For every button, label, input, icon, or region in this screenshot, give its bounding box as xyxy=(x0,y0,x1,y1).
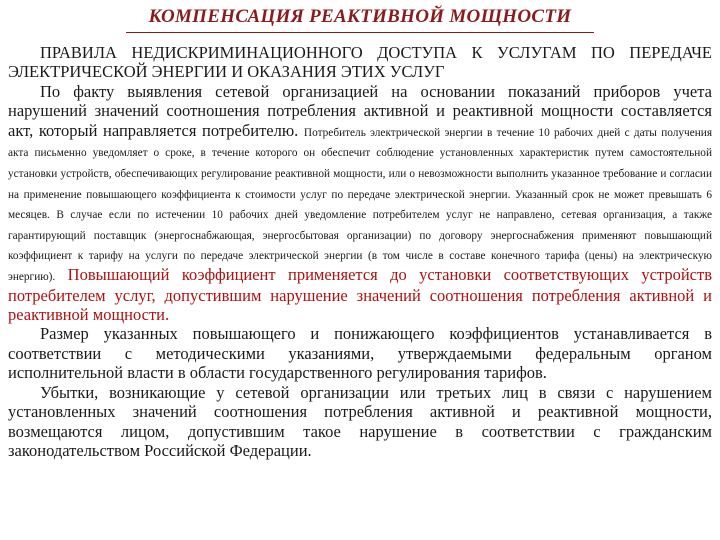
paragraph-losses: Убытки, возникающие у сетевой организации или третьих лиц в связи с нарушением установленных значений соотношения потребления активной и реактивной мощности, возмещаются лицом, допустившим такое нарушение в соответствии с гражданским законодательством Российской Федерации. xyxy=(8,382,712,461)
paragraph-coefficient-size: Размер указанных повышающего и понижающего коэффициентов устанавливается в соответствии с методическими указаниями, утверждаемыми федеральным органом исполнительной власти в области государственного регулирования тарифов. xyxy=(8,324,712,383)
title-underline xyxy=(126,32,594,33)
rules-heading: ПРАВИЛА НЕДИСКРИМИНАЦИОННОГО ДОСТУПА К УСЛУГАМ ПО ПЕРЕДАЧЕ ЭЛЕКТРИЧЕСКОЙ ЭНЕРГИИ И ОКАЗАНИЯ ЭТИХ УСЛУГ xyxy=(8,43,712,82)
paragraph-violation-act xyxy=(8,82,712,325)
slide-body xyxy=(8,43,712,461)
paragraph-violation-act-text: По факту выявления сетевой организацией на основании показаний приборов учета нарушений значений соотношения потребления активной и реактивной мощности составляется акт, который направляется потребителю. xyxy=(8,81,712,140)
paragraph-consumer-notice: Потребитель электрической энергии в течение 10 рабочих дней с даты получения акта письменно уведомляет о сроке, в течение которого он обеспечит соблюдение установленных характеристик путем самостоятельной установки устройств, обеспечивающих регулирование реактивной мощности, или о невозможности выполнить указанное требование и согласии на применение повышающего коэффициента к стоимости услуг по передаче электрической энергии. Указанный срок не может превышать 6 месяцев. В случае если по истечении 10 рабочих дней уведомление потребителем услуг не направлено, сетевая организация, а также гарантирующий поставщик (энергоснабжающая, энергосбытовая организации) по договору энергоснабжения применяют повышающий коэффициент к тарифу на услуги по передаче электрической энергии (в том числе в составе конечного тарифа (цены) на электрическую энергию). xyxy=(8,126,713,283)
slide-title: КОМПЕНСАЦИЯ РЕАКТИВНОЙ МОЩНОСТИ xyxy=(148,6,572,27)
paragraph-coefficient-highlight: Повышающий коэффициент применяется до установки соответствующих устройств потребителем услуг, допустившим нарушение значений соотношения потребления активной и реактивной мощности. xyxy=(8,264,712,324)
